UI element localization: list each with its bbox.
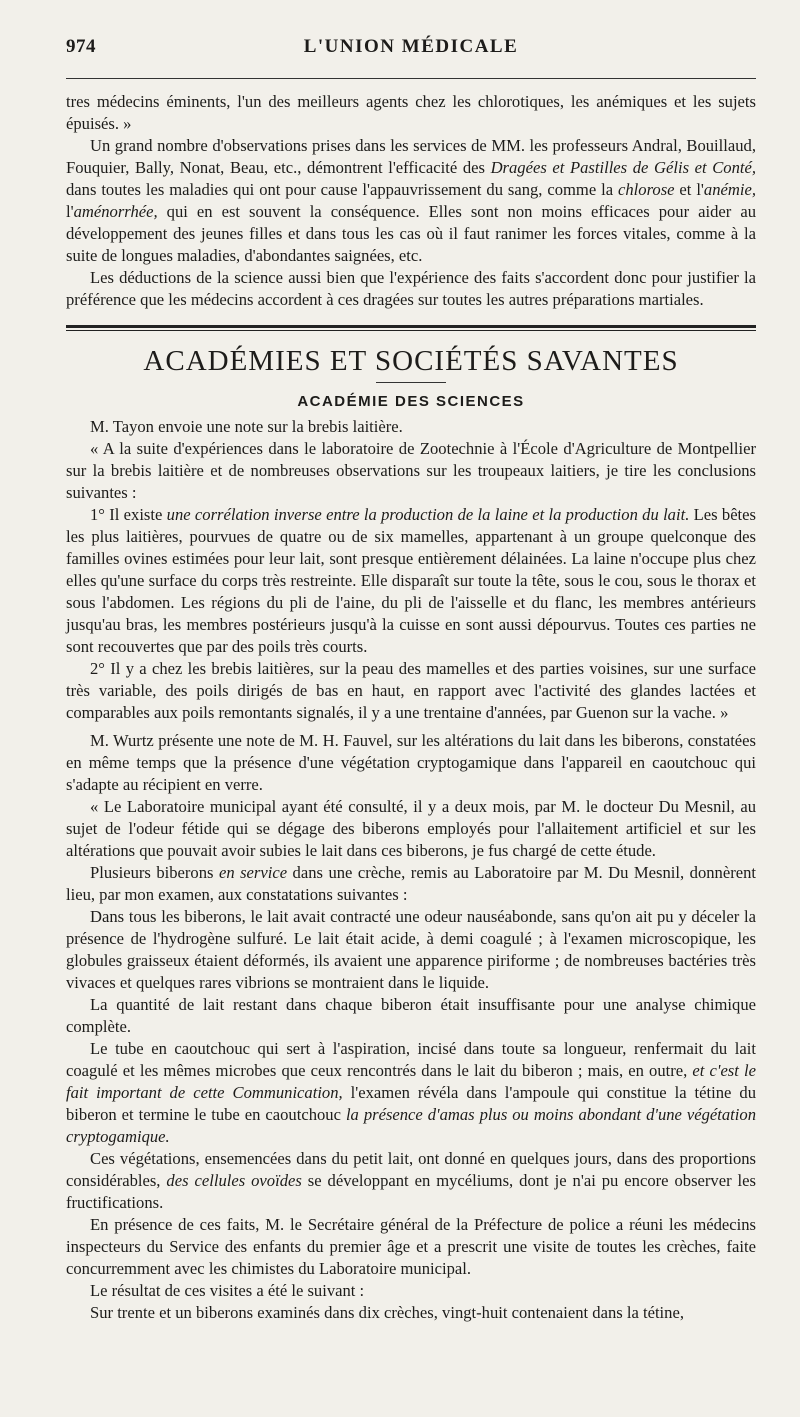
article-body (66, 416, 756, 1324)
paragraph (66, 1214, 756, 1280)
text-run: dans toutes les maladies qui ont pour cause l'appauvrissement du sang, comme la (66, 180, 618, 199)
italic-text: en service (218, 863, 288, 882)
paragraph (66, 796, 756, 862)
header-rule (66, 78, 756, 79)
paragraph (66, 1038, 756, 1148)
italic-text: anémie, (703, 180, 756, 199)
paragraph (66, 1280, 756, 1302)
text-run: l'examen révéla dans l'ampoule qui constitue la tétine du biberon et termine le tube en caoutchouc (66, 1083, 756, 1124)
subsection-title: ACADÉMIE DES SCIENCES (297, 393, 525, 410)
paragraph (66, 730, 756, 796)
text-run: 2° Il y a chez les brebis laitières, sur la peau des mamelles et des parties voisines, sur une surface très variable, des poils dirigés de bas en haut, en rapport avec l'activité des glandes lactées et comparables aux poils remontants signalés, il y a une trentaine d'années, par Guenon sur la vache. » (66, 659, 756, 722)
text-run: Sur trente et un biberons examinés dans dix crèches, vingt-huit contenaient dans la tétine, (90, 1303, 684, 1322)
text-run: Un grand nombre d'observations prises dans les services de MM. les professeurs Andral, Bouillaud, Fouquier, Bally, Nonat, Beau, etc., démontrent l'efficacité des (66, 136, 756, 177)
paragraph (66, 906, 756, 994)
text-run: La quantité de lait restant dans chaque biberon était insuffisante pour une analyse chimique complète. (66, 995, 756, 1036)
paragraph (66, 91, 756, 135)
section-title: ACADÉMIES ET SOCIÉTÉS SAVANTES (143, 345, 679, 377)
text-run: « A la suite d'expériences dans le laboratoire de Zootechnie à l'École d'Agriculture de Montpellier sur la brebis laitière et de nombreuses observations sur les troupeaux laitiers, je tire les conclusions suivantes : (66, 439, 756, 502)
text-run: 1° Il existe (90, 505, 167, 524)
paragraph (66, 438, 756, 504)
paragraph (66, 1148, 756, 1214)
italic-text: aménorrhée, (73, 202, 158, 221)
text-run: Dans tous les biberons, le lait avait contracté une odeur nauséabonde, sans qu'on ait pu y déceler la présence de l'hydrogène sulfuré. Le lait était acide, à demi coagulé ; à l'examen microscopique, les globules graisseux étaient déformés, ils avaient une apparence piriforme ; de nombreuses bactéries très vivaces et quelques rares vibrions se montraient dans le liquide. (66, 907, 756, 992)
text-run: Plusieurs biberons (90, 863, 219, 882)
text-run: Les bêtes les plus laitières, pourvues de quatre ou de six mamelles, appartenant à un groupe quelconque des familles ovines estimées pour leur lait, sont presque entièrement délainées. La laine n'occupe plus chez elles qu'une surface du corps très restreinte. Elle disparaît sur toute la tête, sous le cou, sous le thorax et sous l'abdomen. Les régions du pli de l'aine, du pli de l'aisselle et du flanc, les membres antérieurs jusqu'au bras, les membres postérieurs jusqu'à la cuisse en sont aussi dépourvus. Toutes ces parties ne sont recouvertes que par des poils très courts. (66, 505, 756, 656)
italic-text: des cellules ovoïdes (166, 1171, 302, 1190)
text-run: dans une crèche, remis au Laboratoire par M. Du Mesnil, donnèrent lieu, par mon examen, aux constatations suivantes : (66, 863, 757, 904)
italic-text: chlorose (618, 180, 675, 199)
page-number: 974 (66, 36, 96, 57)
text-run: En présence de ces faits, M. le Secrétaire général de la Préfecture de police a réuni les médecins inspecteurs du Service des enfants du premier âge et a prescrit une visite de toutes les crèches, faite concurremment avec les chimistes du Laboratoire municipal. (66, 1215, 756, 1278)
text-run: M. Tayon envoie une note sur la brebis laitière. (90, 417, 403, 436)
paragraph (66, 658, 756, 724)
italic-text: et c'est le fait important de cette Communication, (66, 1061, 756, 1102)
italic-text: Dragées et Pastilles de Gélis et Conté, (490, 158, 757, 177)
paragraph (66, 416, 756, 438)
intro-text (66, 91, 756, 311)
text-run: qui en est souvent la conséquence. Elles sont non moins efficaces pour aider au développement des jeunes filles et dans tous les cas où il faut ranimer les forces vitales, comme à la suite de longues maladies, d'abondantes saignées, etc. (66, 202, 756, 265)
text-run: « Le Laboratoire municipal ayant été consulté, il y a deux mois, par M. le docteur Du Mesnil, au sujet de l'odeur fétide qui se dégage des biberons employés pour l'allaitement artificiel et sur les altérations que pouvait avoir subies le lait dans ces biberons, je fus chargé de cette étude. (66, 797, 756, 860)
text-run: M. Wurtz présente une note de M. H. Fauvel, sur les altérations du lait dans les biberons, constatées en même temps que la présence d'une végétation cryptogamique dans l'appareil en caoutchouc qui s'adapte au récipient en verre. (66, 731, 756, 794)
title-underline (376, 382, 446, 383)
running-title: L'UNION MÉDICALE (303, 36, 519, 57)
paragraph (66, 135, 756, 267)
text-run: Les déductions de la science aussi bien que l'expérience des faits s'accordent donc pour justifier la préférence que les médecins accordent à ces dragées sur toutes les autres préparations martiales. (66, 268, 756, 309)
section-divider (66, 325, 756, 331)
text-run: Le résultat de ces visites a été le suivant : (90, 1281, 365, 1300)
page-header (66, 36, 756, 76)
text-run: Ces végétations, ensemencées dans du petit lait, ont donné en quelques jours, dans des proportions considérables, (66, 1149, 756, 1190)
text-run: Le tube en caoutchouc qui sert à l'aspiration, incisé dans toute sa longueur, renfermait du lait coagulé et les mêmes microbes que ceux rencontrés dans le lait du biberon ; mais, en outre, (66, 1039, 756, 1080)
paragraph (66, 994, 756, 1038)
italic-text: la présence d'amas plus ou moins abondant d'une végétation cryptogamique. (66, 1105, 756, 1146)
text-run: et l' (674, 180, 704, 199)
text-run: se développant en mycéliums, dont je n'ai pu encore observer les fructifications. (66, 1171, 756, 1212)
paragraph (66, 1302, 756, 1324)
text-run: tres médecins éminents, l'un des meilleurs agents chez les chlorotiques, les anémiques et les sujets épuisés. » (66, 92, 756, 133)
paragraph (66, 862, 756, 906)
paragraph (66, 504, 756, 658)
text-run: l' (66, 202, 74, 221)
italic-text: une corrélation inverse entre la production de la laine et la production du lait. (166, 505, 690, 524)
paragraph (66, 267, 756, 311)
